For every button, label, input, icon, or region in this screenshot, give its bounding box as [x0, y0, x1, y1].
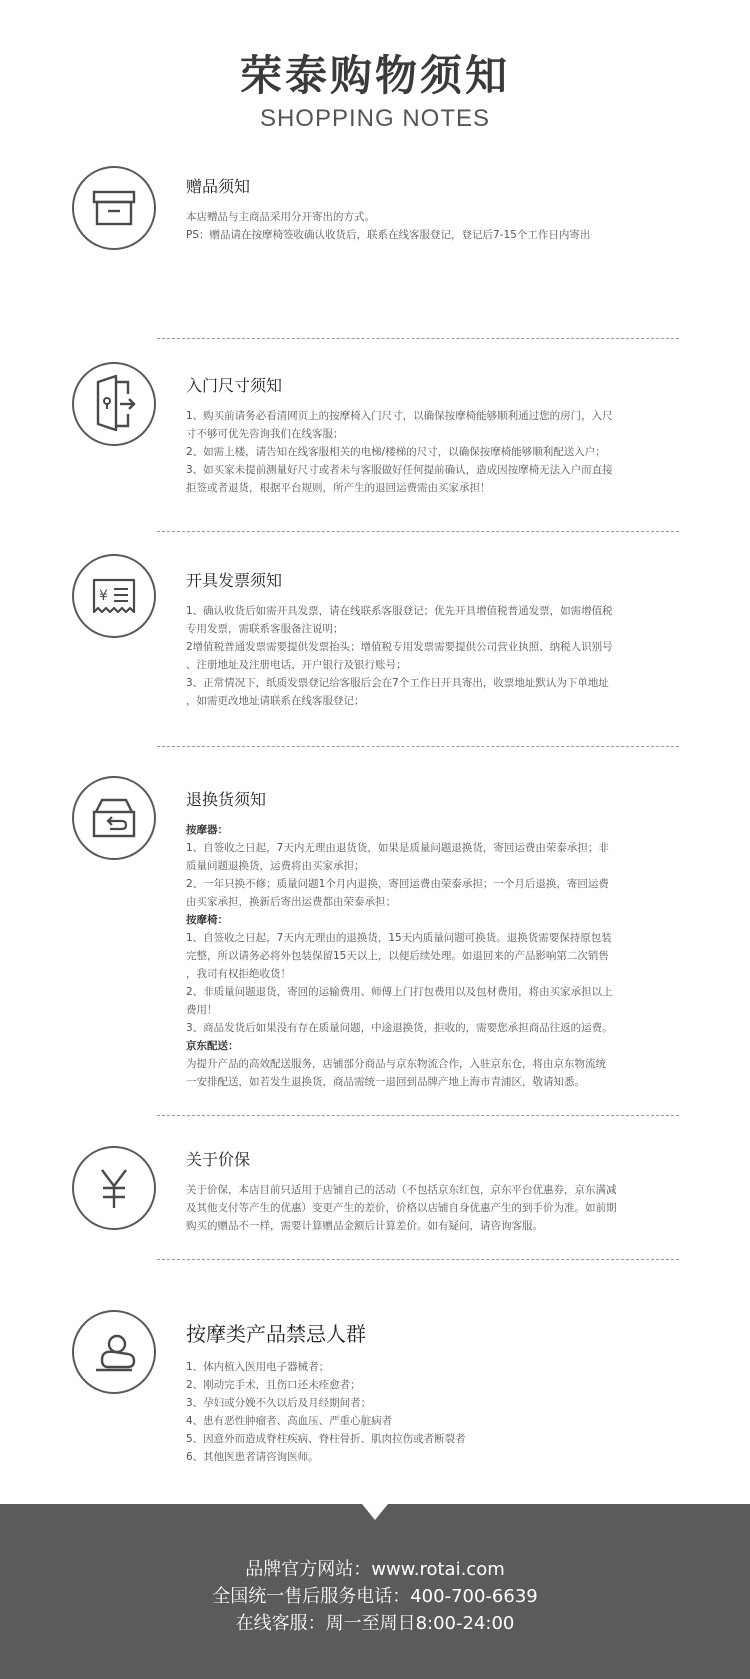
invoice-icon: [72, 554, 156, 638]
page-header: [0, 50, 750, 134]
footer-notch: [362, 1504, 388, 1520]
footer-service-hours: 在线客服：周一至周日8:00-24:00: [235, 1613, 515, 1634]
section-line: 拒签或者退货，根据平台规则，所产生的退回运费需由买家承担！: [186, 482, 491, 494]
return-box-icon: [72, 776, 156, 860]
section-line: 2、一年只换不修；质量问题1个月内退换，寄回运费由荣泰承担；一个月后退换，寄回运费: [186, 878, 609, 890]
footer-hotline: 全国统一售后服务电话：400-700-6639: [212, 1586, 538, 1607]
section-line: 及其他支付等产生的优惠）变更产生的差价，价格以店铺自身优惠产生的到手价为准。如前期: [186, 1202, 617, 1214]
section-line: ，我司有权拒绝收货！: [186, 968, 291, 980]
page-subtitle: SHOPPING NOTES: [259, 105, 491, 132]
section-line: 3、商品发货后如果没有存在质量问题，中途退换货，拒收的，需要您承担商品往返的运费。: [186, 1022, 613, 1034]
section-line: 质量问题退换货，运费将由买家承担；: [186, 860, 365, 872]
yuan-icon: [72, 1146, 156, 1230]
contraindication-icon: [72, 1310, 156, 1394]
section-line: 5、因意外而造成脊柱疾病、脊柱骨折、肌肉拉伤或者断裂者: [186, 1433, 466, 1445]
section-line: 1、体内植入医用电子器械者；: [186, 1361, 330, 1373]
section-line: 1、购买前请务必看清网页上的按摩椅入门尺寸，以确保按摩椅能够顺利通过您的房门，入尺: [186, 410, 613, 422]
section-line: 由买家承担，换新后寄出运费都由荣泰承担；: [186, 896, 396, 908]
section-line: 6、其他医患者请咨询医师。: [186, 1451, 319, 1463]
section-line: 3、正常情况下，纸质发票登记给客服后会在7个工作日开具寄出，收票地址默认为下单地址: [186, 677, 609, 689]
section-line: ，如需更改地址请联系在线客服登记；: [186, 695, 365, 707]
door-icon: [72, 362, 156, 446]
section-line: 4、患有恶性肿瘤者、高血压、严重心脏病者: [186, 1415, 393, 1427]
section-line: 专用发票，需联系客服备注说明；: [186, 623, 344, 635]
section-divider: [157, 746, 679, 747]
section-divider: [157, 1115, 679, 1116]
section-title: 关于价保: [186, 1150, 251, 1169]
section-line: 1、确认收货后如需开具发票，请在线联系客服登记；优先开具增值税普通发票，如需增值税: [186, 605, 613, 617]
footer-contact: [0, 1504, 750, 1679]
footer-website: 品牌官方网站：www.rotai.com: [245, 1559, 505, 1580]
section-subheading: 京东配送：: [186, 1040, 239, 1052]
section-title: 开具发票须知: [186, 571, 283, 590]
section-line: 本店赠品与主商品采用分开寄出的方式。: [186, 211, 375, 223]
gift-box-icon: [72, 166, 156, 250]
section-line: 1、自签收之日起，7天内无理由退货货，如果是质量问题退换货，寄回运费由荣泰承担；非: [186, 842, 609, 854]
section-line: 2、刚动完手术，且伤口还未痊愈者；: [186, 1379, 361, 1391]
section-line: 费用！: [186, 1004, 218, 1016]
section-line: 寸不够可优先咨询我们在线客服；: [186, 428, 344, 440]
section-line: 完整，所以请务必将外包装保留15天以上，以便后续处理。如退回来的产品影响第二次销售: [186, 950, 609, 962]
section-title: 退换货须知: [186, 790, 267, 809]
section-line: 关于价保，本店目前只适用于店铺自己的活动（不包括京东红包，京东平台优惠券，京东满减: [186, 1184, 617, 1196]
section-line: 2、如需上楼，请告知在线客服相关的电梯/楼梯的尺寸，以确保按摩椅能够顺利配送入户；: [186, 446, 606, 458]
section-line: 1、自签收之日起，7天内无理由的退换货，15天内质量问题可换货。退换货需要保持原包装: [186, 932, 612, 944]
section-line: 3、孕妇或分娩不久以后及月经期间者；: [186, 1397, 372, 1409]
section-title: 入门尺寸须知: [186, 376, 283, 395]
section-line: PS：赠品请在按摩椅签收确认收货后，联系在线客服登记，登记后7-15个工作日内寄出: [186, 229, 591, 241]
section-line: 一安排配送，如若发生退换货，商品需统一退回到品牌产地上海市青浦区，敬请知悉。: [186, 1076, 585, 1088]
section-line: 2增值税普通发票需要提供发票抬头；增值税专用发票需要提供公司营业执照、纳税人识别号: [186, 641, 613, 653]
section-subheading: 按摩器：: [186, 824, 228, 836]
section-line: 、注册地址及注册电话、开户银行及银行账号；: [186, 659, 407, 671]
section-divider: [157, 1259, 679, 1260]
section-line: 2、非质量问题退货，寄回的运输费用、师傅上门打包费用以及包材费用，将由买家承担以上: [186, 986, 613, 998]
page-title: 荣泰购物须知: [239, 51, 510, 100]
section-line: 为提升产品的高效配送服务，店铺部分商品与京东物流合作，入驻京东仓，将由京东物流统: [186, 1058, 606, 1070]
section-divider: [157, 531, 679, 532]
section-line: 购买的赠品不一样，需要计算赠品金额后计算差价。如有疑问，请咨询客服。: [186, 1220, 543, 1232]
section-line: 3、如买家未提前测量好尺寸或者未与客服做好任何提前确认，造成因按摩椅无法入户而直接: [186, 464, 613, 476]
section-subheading: 按摩椅：: [186, 914, 228, 926]
svg-text:¥: ¥: [99, 588, 108, 604]
section-divider: [157, 338, 679, 339]
section-title: 按摩类产品禁忌人群: [186, 1322, 366, 1346]
section-title: 赠品须知: [186, 177, 251, 196]
